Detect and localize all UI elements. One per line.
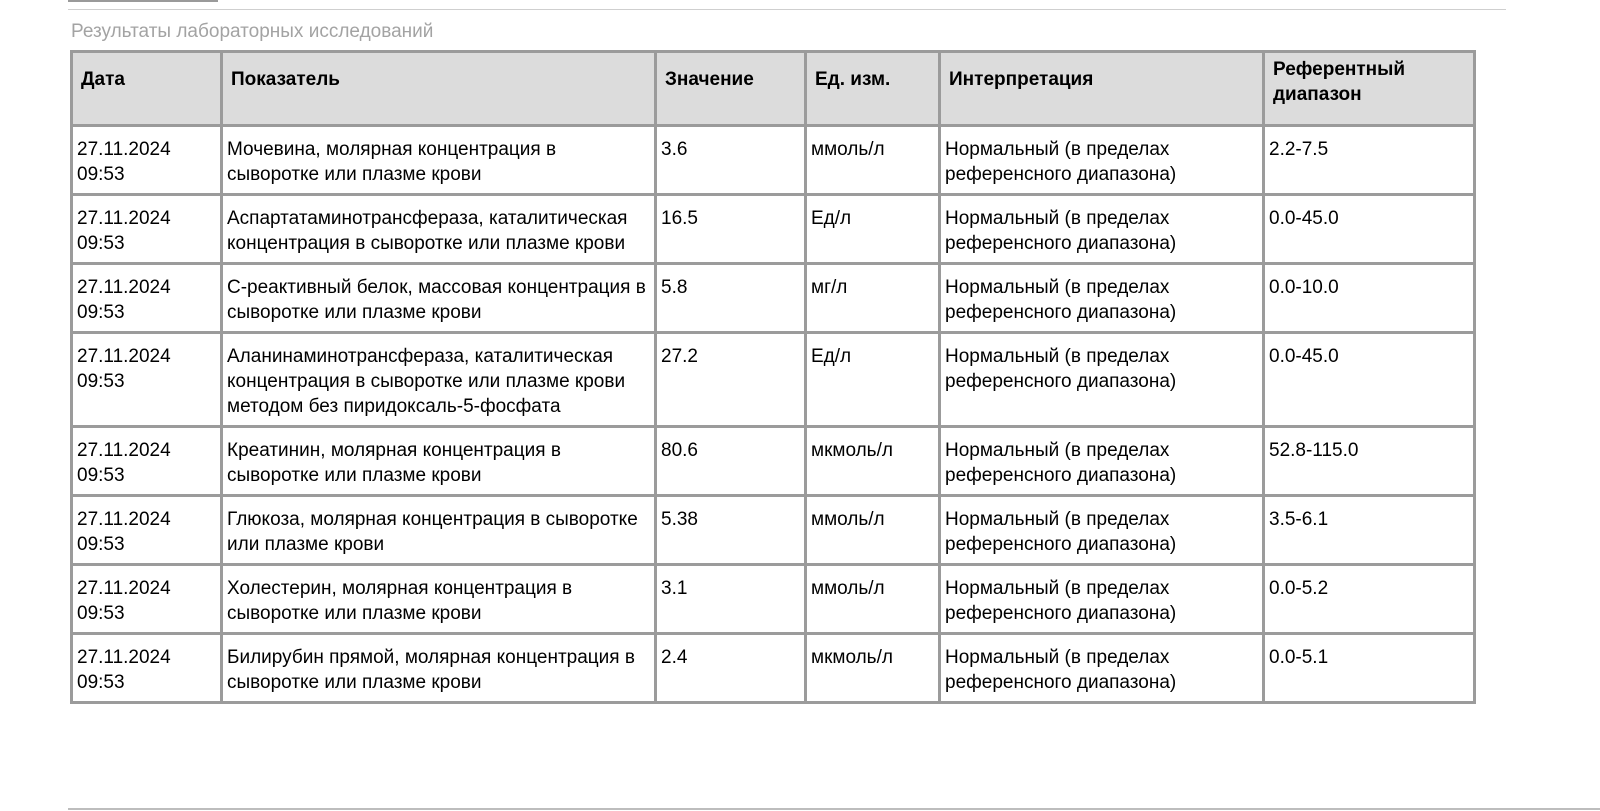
cell-date [72, 126, 222, 195]
cell-unit: Ед/л [806, 195, 940, 264]
time-text: 09:53 [77, 302, 125, 323]
cell-date [72, 333, 222, 427]
cell-unit: мкмоль/л [806, 427, 940, 496]
date-text: 27.11.2024 [77, 208, 171, 229]
cell-interpretation: Нормальный (в пределах референсного диапазона) [940, 333, 1264, 427]
table-row [72, 634, 1475, 703]
time-text: 09:53 [77, 371, 125, 392]
table-row [72, 195, 1475, 264]
cell-unit: ммоль/л [806, 565, 940, 634]
cell-date [72, 195, 222, 264]
cell-indicator: С-реактивный белок, массовая концентрация в сыворотке или плазме крови [222, 264, 656, 333]
time-text: 09:53 [77, 603, 125, 624]
cell-value: 27.2 [656, 333, 806, 427]
cell-interpretation: Нормальный (в пределах референсного диапазона) [940, 634, 1264, 703]
table-row [72, 126, 1475, 195]
date-text: 27.11.2024 [77, 139, 171, 160]
cell-reference: 0.0-5.2 [1264, 565, 1475, 634]
top-divider [68, 9, 1506, 10]
time-text: 09:53 [77, 465, 125, 486]
table-row [72, 264, 1475, 333]
cell-date [72, 565, 222, 634]
cell-indicator: Аланинаминотрансфераза, каталитическая концентрация в сыворотке или плазме крови методом без пиридоксаль-5-фосфата [222, 333, 656, 427]
cell-date [72, 496, 222, 565]
cell-date [72, 264, 222, 333]
table-row [72, 427, 1475, 496]
cell-unit: мг/л [806, 264, 940, 333]
cell-indicator: Аспартатаминотрансфераза, каталитическая концентрация в сыворотке или плазме крови [222, 195, 656, 264]
section-title: Результаты лабораторных исследований [71, 21, 434, 42]
cell-value: 5.38 [656, 496, 806, 565]
cell-reference: 2.2-7.5 [1264, 126, 1475, 195]
date-text: 27.11.2024 [77, 647, 171, 668]
cell-reference: 0.0-45.0 [1264, 333, 1475, 427]
date-text: 27.11.2024 [77, 578, 171, 599]
cell-value: 3.6 [656, 126, 806, 195]
cell-reference: 52.8-115.0 [1264, 427, 1475, 496]
cell-value: 2.4 [656, 634, 806, 703]
cell-reference: 0.0-10.0 [1264, 264, 1475, 333]
cell-reference: 0.0-45.0 [1264, 195, 1475, 264]
cell-indicator: Холестерин, молярная концентрация в сыворотке или плазме крови [222, 565, 656, 634]
time-text: 09:53 [77, 672, 125, 693]
cell-interpretation: Нормальный (в пределах референсного диапазона) [940, 195, 1264, 264]
cell-interpretation: Нормальный (в пределах референсного диапазона) [940, 496, 1264, 565]
date-text: 27.11.2024 [77, 277, 171, 298]
table-header-row [72, 52, 1475, 126]
cell-date [72, 634, 222, 703]
cell-date [72, 427, 222, 496]
header-interpretation: Интерпретация [940, 52, 1264, 126]
time-text: 09:53 [77, 233, 125, 254]
time-text: 09:53 [77, 164, 125, 185]
cell-interpretation: Нормальный (в пределах референсного диапазона) [940, 565, 1264, 634]
table-row [72, 565, 1475, 634]
cell-value: 5.8 [656, 264, 806, 333]
cell-unit: ммоль/л [806, 496, 940, 565]
top-fragment-line [68, 0, 218, 2]
cell-value: 3.1 [656, 565, 806, 634]
cell-unit: ммоль/л [806, 126, 940, 195]
table-row [72, 333, 1475, 427]
cell-indicator: Глюкоза, молярная концентрация в сыворотке или плазме крови [222, 496, 656, 565]
cell-interpretation: Нормальный (в пределах референсного диапазона) [940, 264, 1264, 333]
cell-reference: 3.5-6.1 [1264, 496, 1475, 565]
cell-unit: Ед/л [806, 333, 940, 427]
cell-unit: мкмоль/л [806, 634, 940, 703]
bottom-divider [68, 808, 1600, 810]
header-indicator: Показатель [222, 52, 656, 126]
header-reference: Референтный диапазон [1264, 52, 1475, 126]
time-text: 09:53 [77, 534, 125, 555]
cell-indicator: Билирубин прямой, молярная концентрация в сыворотке или плазме крови [222, 634, 656, 703]
header-value: Значение [656, 52, 806, 126]
header-date: Дата [72, 52, 222, 126]
header-unit: Ед. изм. [806, 52, 940, 126]
cell-value: 80.6 [656, 427, 806, 496]
cell-interpretation: Нормальный (в пределах референсного диапазона) [940, 126, 1264, 195]
cell-interpretation: Нормальный (в пределах референсного диапазона) [940, 427, 1264, 496]
cell-indicator: Креатинин, молярная концентрация в сыворотке или плазме крови [222, 427, 656, 496]
cell-reference: 0.0-5.1 [1264, 634, 1475, 703]
table-row [72, 496, 1475, 565]
cell-indicator: Мочевина, молярная концентрация в сыворотке или плазме крови [222, 126, 656, 195]
lab-results-table [70, 50, 1476, 704]
date-text: 27.11.2024 [77, 346, 171, 367]
cell-value: 16.5 [656, 195, 806, 264]
date-text: 27.11.2024 [77, 440, 171, 461]
date-text: 27.11.2024 [77, 509, 171, 530]
